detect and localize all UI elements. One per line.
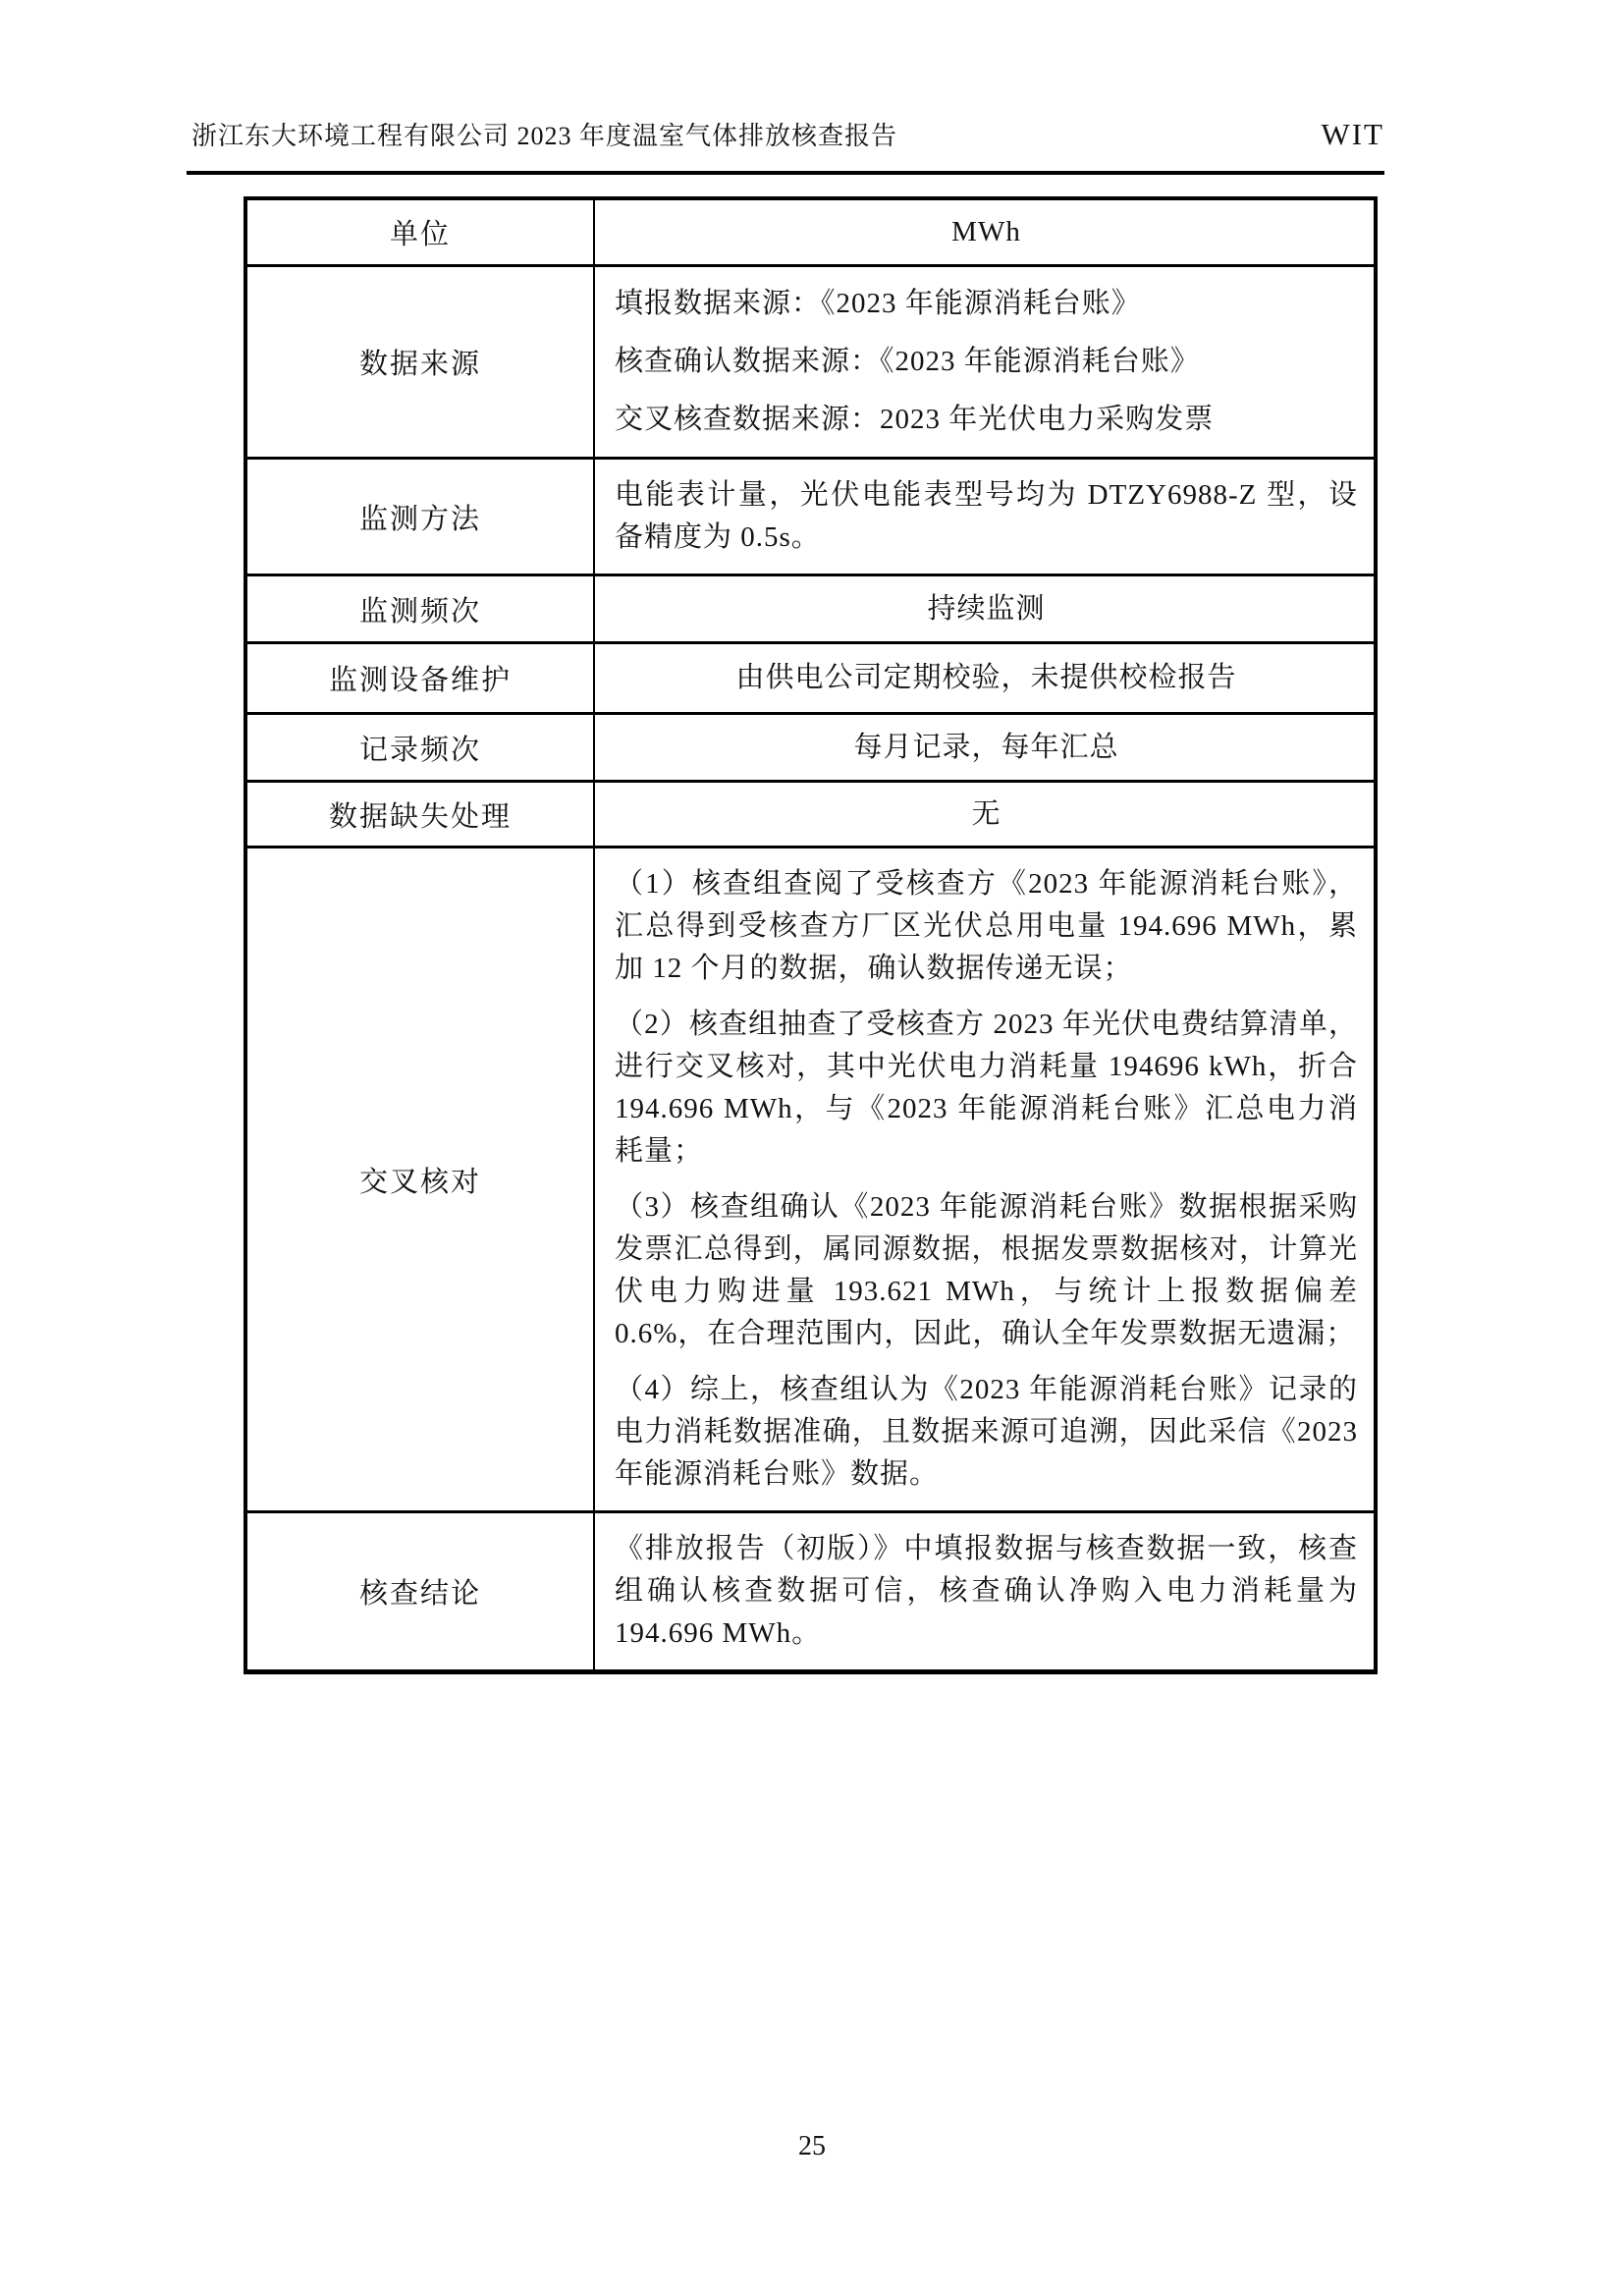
row-value — [595, 715, 1374, 780]
value-text: 每月记录，每年汇总 — [853, 731, 1119, 763]
page-number: 25 — [798, 2131, 826, 2161]
value-text: 持续监测 — [927, 592, 1046, 625]
value-line: 核查确认数据来源：《2023 年能源消耗台账》 — [615, 346, 1200, 377]
row-value — [595, 848, 1374, 1510]
value-line: 交叉核查数据来源：2023 年光伏电力采购发票 — [615, 404, 1215, 435]
page-footer — [0, 2131, 1624, 2162]
row-label: 单位 — [247, 200, 595, 264]
row-label: 监测频次 — [247, 576, 595, 641]
value-paragraph: 电能表计量，光伏电能表型号均为 DTZY6988-Z 型，设备精度为 0.5s。 — [615, 479, 1358, 553]
row-label: 监测设备维护 — [247, 644, 595, 712]
row-label: 交叉核对 — [247, 848, 595, 1510]
value-paragraph: 《排放报告（初版）》中填报数据与核查数据一致，核查组确认核查数据可信，核查确认净购入电力消耗量为 194.696 MWh。 — [615, 1533, 1358, 1649]
row-value — [595, 576, 1374, 641]
table-row — [247, 644, 1374, 715]
row-value — [595, 1513, 1374, 1669]
row-label: 监测方法 — [247, 460, 595, 574]
row-value — [595, 460, 1374, 574]
row-value — [595, 200, 1374, 264]
value-text: MWh — [951, 216, 1021, 247]
row-value — [595, 783, 1374, 846]
value-paragraph: （1）核查组查阅了受核查方《2023 年能源消耗台账》，汇总得到受核查方厂区光伏总用电量 194.696 MWh，累加 12 个月的数据，确认数据传递无误； — [615, 868, 1358, 984]
verification-table — [244, 196, 1378, 1674]
row-value — [595, 267, 1374, 457]
table-row — [247, 576, 1374, 644]
value-paragraph: （4）综上，核查组认为《2023 年能源消耗台账》记录的电力消耗数据准确，且数据来源可追溯，因此采信《2023 年能源消耗台账》数据。 — [615, 1374, 1358, 1490]
page-header — [191, 116, 1384, 152]
table-row — [247, 715, 1374, 783]
row-label: 数据来源 — [247, 267, 595, 457]
table-row — [247, 783, 1374, 848]
row-label: 数据缺失处理 — [247, 783, 595, 846]
value-line: 填报数据来源：《2023 年能源消耗台账》 — [615, 288, 1141, 319]
report-title: 浙江东大环境工程有限公司 2023 年度温室气体排放核查报告 — [191, 122, 898, 150]
row-label: 核查结论 — [247, 1513, 595, 1669]
row-value — [595, 644, 1374, 712]
table-row — [247, 1513, 1374, 1669]
table-row — [247, 848, 1374, 1513]
value-text: 无 — [971, 797, 1001, 830]
value-paragraph: （3）核查组确认《2023 年能源消耗台账》数据根据采购发票汇总得到，属同源数据，根据发票数据核对，计算光伏电力购进量 193.621 MWh，与统计上报数据偏差 0.6%，在合理范围内，因此，确认全年发票数据无遗漏； — [615, 1191, 1358, 1349]
table-row — [247, 200, 1374, 267]
header-watermark: WIT — [1321, 117, 1384, 151]
table-row — [247, 460, 1374, 576]
row-label: 记录频次 — [247, 715, 595, 780]
table-row — [247, 267, 1374, 460]
header-rule — [187, 171, 1384, 175]
value-paragraph: （2）核查组抽查了受核查方 2023 年光伏电费结算清单，进行交叉核对，其中光伏电力消耗量 194696 kWh，折合 194.696 MWh，与《2023 年能源消耗台账》汇总电力消耗量； — [615, 1009, 1358, 1167]
value-text: 由供电公司定期校验，未提供校检报告 — [735, 662, 1237, 693]
